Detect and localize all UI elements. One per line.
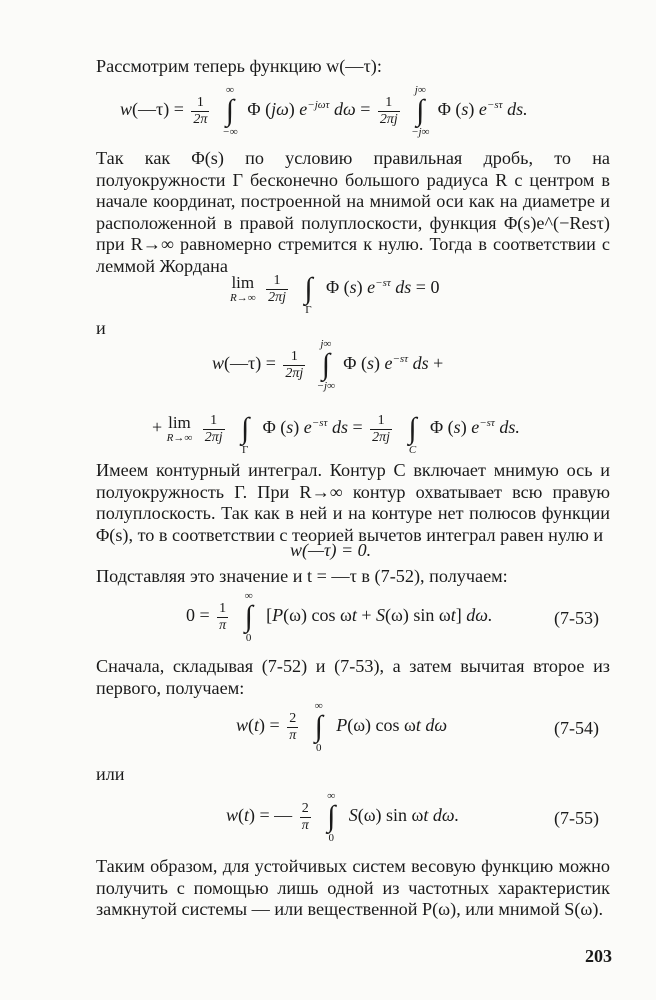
paragraph-8-text: Таким образом, для устойчивых систем весовую функцию можно получить с помощью лишь одной из частотных характеристик замкнутой системы — или вещественной P(ω), или мнимой S(ω). bbox=[96, 856, 610, 919]
paragraph-4-text: Имеем контурный интеграл. Контур C включает мнимую ось и полуокружность Γ. При R→∞ контур охватывает всю правую полуплоскость. Так как в ней и на контуре нет полюсов функции Φ(s), то в соответствии с теорией вычетов интеграл равен нулю и bbox=[96, 460, 610, 545]
equation-4-text: w(—τ) = 0. bbox=[290, 540, 372, 560]
paragraph-2-text: Так как Φ(s) по условию правильная дробь, то на полуокружности Γ бесконечно большого радиуса R с центром в начале координат, построенной на мнимой оси как на диаметре и расположенной в правой полуплоскости, функция Φ(s)e^(−Resτ) при R→∞ равномерно стремится к нулю. Тогда в соответствии с леммой Жордана bbox=[96, 148, 610, 276]
paragraph-8 bbox=[96, 856, 610, 921]
paragraph-4 bbox=[96, 460, 610, 546]
eq-number-7-55-text: (7-55) bbox=[554, 808, 599, 828]
paragraph-2 bbox=[96, 148, 610, 277]
page-number bbox=[585, 946, 612, 967]
page-number-text: 203 bbox=[585, 946, 612, 966]
equation-3b: + lim R→∞ $\frac{1}{2\pi j}$ ∫ Γ Φ (s) $e^{-s\tau}$ ds = $\frac{1}{2\pi j}$ ∫ C Φ (s) $e^{-s\tau}$ ds. bbox=[152, 412, 520, 456]
eq-number-7-53 bbox=[554, 608, 599, 629]
eq-number-7-54 bbox=[554, 718, 599, 739]
eq-number-7-55 bbox=[554, 808, 599, 829]
paragraph-6-text: Сначала, складывая (7-52) и (7-53), а затем вычитая второе из первого, получаем: bbox=[96, 656, 610, 698]
equation-2: lim R→∞ $\frac{1}{2\pi j}$ ∫ Γ Φ (s) $e^{-s\tau}$ ds = 0 bbox=[230, 272, 440, 316]
paragraph-1-text: Рассмотрим теперь функцию w(—τ): bbox=[96, 56, 382, 76]
equation-7: w(t) = — $\frac{2}{\pi}$ ∞ ∫ 0 S(ω) sin ωt dω. bbox=[226, 790, 460, 844]
paragraph-6 bbox=[96, 656, 610, 699]
paragraph-3-text: и bbox=[96, 318, 106, 338]
equation-3a: w(—τ) = $\frac{1}{2\pi j}$ j∞ ∫ −j∞ Φ (s) $e^{-s\tau}$ ds + bbox=[212, 338, 444, 392]
equation-4 bbox=[290, 540, 371, 561]
equation-5: 0 = $\frac{1}{\pi}$ ∞ ∫ 0 [P(ω) cos ωt + S(ω) sin ωt] dω. bbox=[186, 590, 493, 644]
paragraph-5 bbox=[96, 566, 610, 588]
paragraph-7-text: или bbox=[96, 764, 125, 784]
eq-number-7-53-text: (7-53) bbox=[554, 608, 599, 628]
paragraph-1 bbox=[96, 56, 610, 78]
eq-number-7-54-text: (7-54) bbox=[554, 718, 599, 738]
paragraph-3 bbox=[96, 318, 610, 340]
equation-1: w(—τ) = $\frac{1}{2\pi}$ ∞ ∫ −∞ Φ (jω) $e^{-j\omega\tau}$ dω = $\frac{1}{2\pi j}$ j∞ ∫ −j∞ Φ (s) $e^{-s\tau}$ ds. bbox=[120, 84, 528, 138]
paragraph-5-text: Подставляя это значение и t = —τ в (7-52), получаем: bbox=[96, 566, 508, 586]
paragraph-7 bbox=[96, 764, 610, 786]
equation-6: w(t) = $\frac{2}{\pi}$ ∞ ∫ 0 P(ω) cos ωt dω bbox=[236, 700, 448, 754]
